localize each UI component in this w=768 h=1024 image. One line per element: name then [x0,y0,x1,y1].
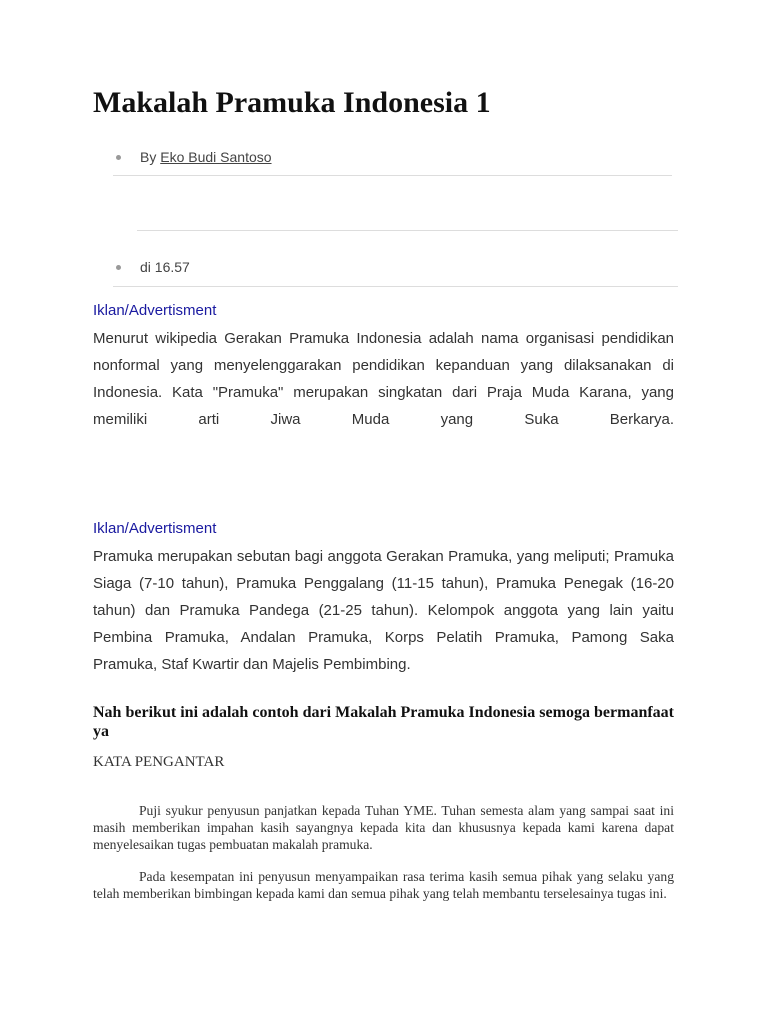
paragraph-preface-1: Puji syukur penyusun panjatkan kepada Tuhan YME. Tuhan semesta alam yang sampai saat ini masih memberikan impahan kasih sayangnya kepada kita dan khususnya kepada kami karena dapat menyelesaikan tugas pembuatan makalah pramuka. [93,803,674,852]
byline [140,149,272,165]
article-title: Makalah Pramuka Indonesia 1 [93,86,491,119]
ad-label[interactable]: Iklan/Advertisment [93,520,217,537]
post-time: di 16.57 [140,259,190,275]
paragraph-preface-2: Pada kesempatan ini penyusun menyampaikan rasa terima kasih semua pihak yang selaku yang telah memberikan bimbingan kepada kami dan semua pihak yang telah membantu terselesainya tugas ini. [93,869,674,901]
author-link[interactable]: Eko Budi Santoso [160,149,272,165]
byline-prefix: By [140,149,157,165]
bullet-icon [116,155,121,160]
divider [113,286,678,287]
paragraph-intro: Menurut wikipedia Gerakan Pramuka Indonesia adalah nama organisasi pendidikan nonformal yang menyelenggarakan pendidikan kepanduan yang dilaksanakan di Indonesia. Kata "Pramuka" merupakan singkatan dari Praja Muda Karana, yang memiliki arti Jiwa Muda yang Suka Berkarya. [93,330,674,428]
paragraph-members: Pramuka merupakan sebutan bagi anggota Gerakan Pramuka, yang meliputi; Pramuka Siaga (7-10 tahun), Pramuka Penggalang (11-15 tahun), Pramuka Penegak (16-20 tahun) dan Pramuka Pandega (21-25 tahun). Kelompok anggota yang lain yaitu Pembina Pramuka, Andalan Pramuka, Korps Pelatih Pramuka, Pamong Saka Pramuka, Staf Kwartir dan Majelis Pembimbing. [93,548,674,673]
divider [137,230,678,231]
bullet-icon [116,265,121,270]
divider [113,175,672,176]
section-heading: Nah berikut ini adalah contoh dari Makalah Pramuka Indonesia semoga bermanfaat ya [93,704,674,740]
section-title: KATA PENGANTAR [93,754,225,770]
ad-label[interactable]: Iklan/Advertisment [93,302,217,319]
